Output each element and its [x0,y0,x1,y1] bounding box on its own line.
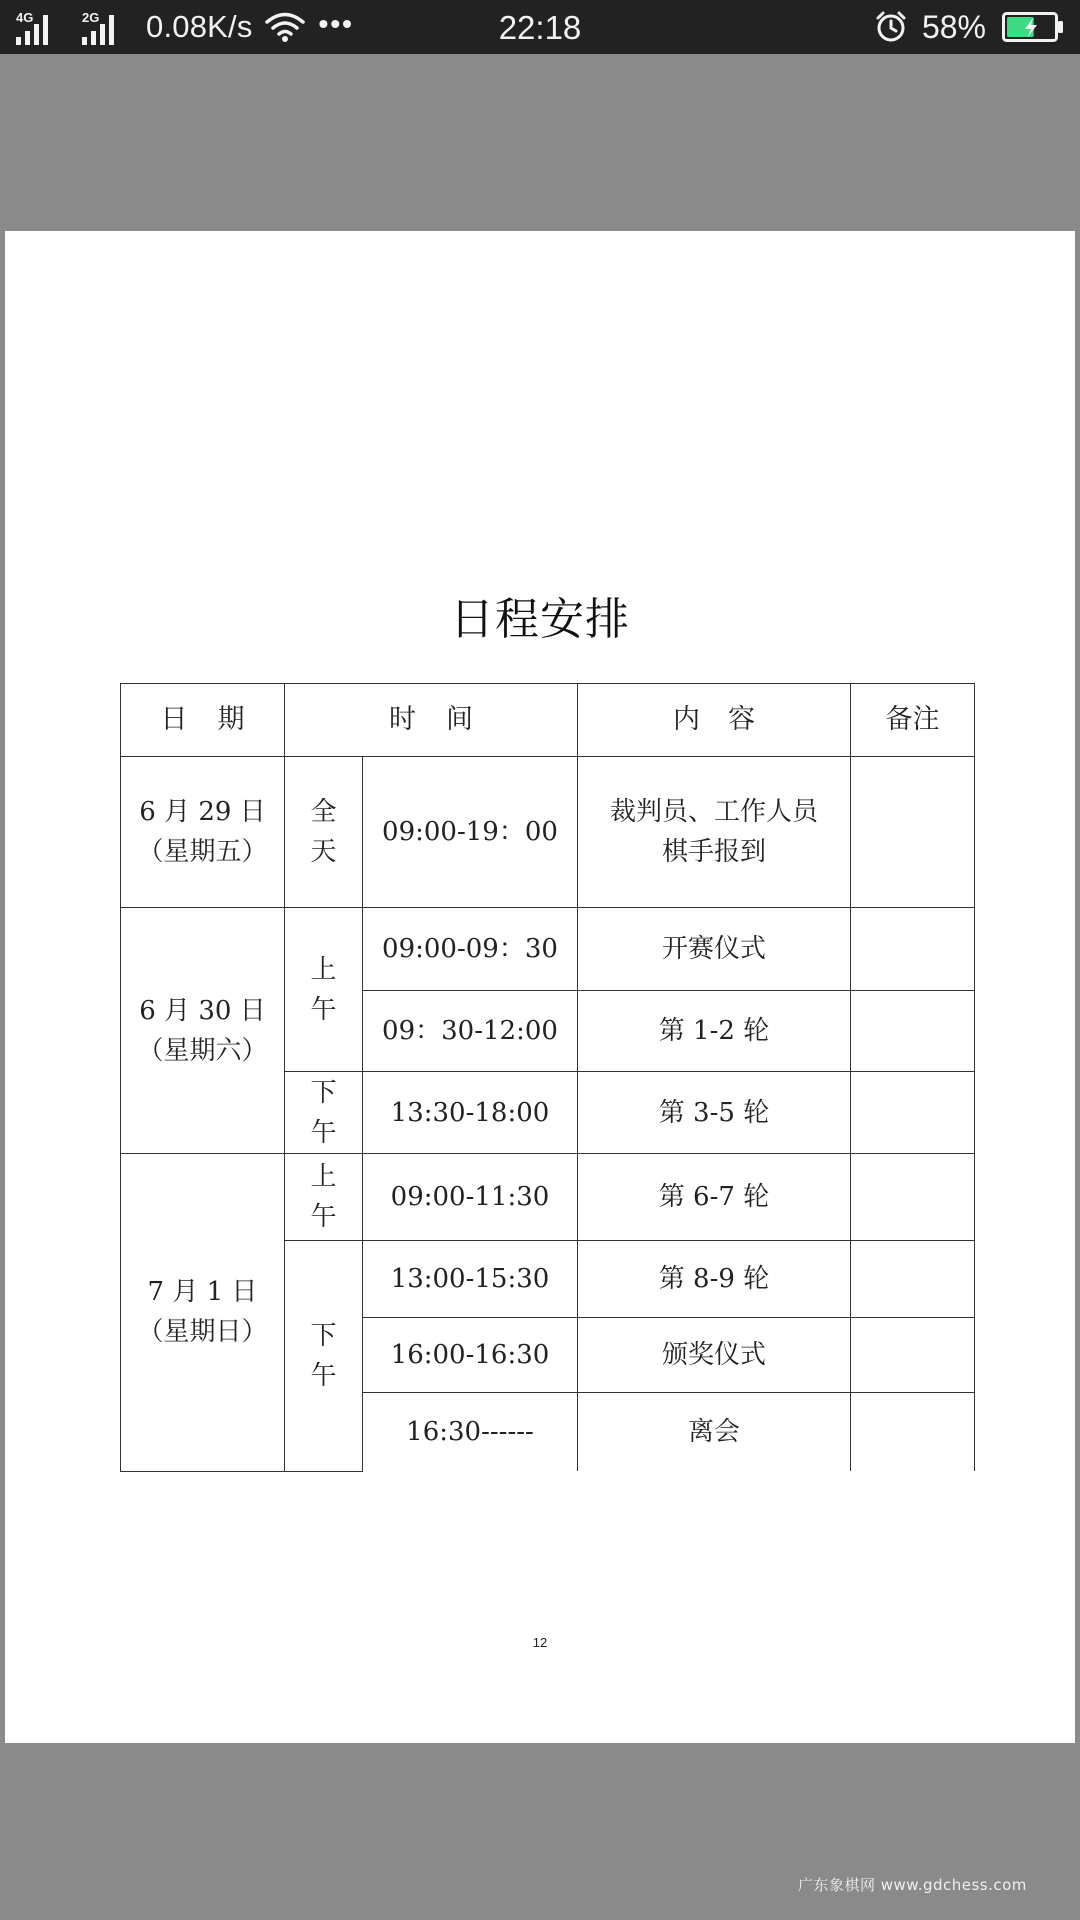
time-cell: 09:00-19：00 [363,757,578,908]
content-cell: 第 6-7 轮 [578,1154,851,1241]
period-label-top: 下 [310,1320,337,1351]
note-cell [851,991,975,1072]
watermark-text: 广东象棋网 www.gdchess.com [798,1876,1027,1894]
document-title: 日程安排 [450,594,630,645]
date-cell [121,1154,285,1472]
note-cell [851,757,975,908]
content-line-2: 棋手报到 [661,837,766,867]
content-cell: 颁奖仪式 [578,1318,851,1393]
weekday-text: （星期五） [137,837,268,867]
content-cell: 第 8-9 轮 [578,1241,851,1318]
period-label-bottom: 天 [310,837,337,867]
period-cell [285,757,363,908]
header-time: 时间 [285,684,578,757]
period-cell [285,1072,363,1154]
document-page [5,231,1075,1743]
note-cell [851,1241,975,1318]
note-cell [851,908,975,991]
table-header-row [121,684,975,757]
time-cell: 16:00-16:30 [363,1318,578,1393]
schedule-table [120,683,975,1472]
date-text: 7 月 1 日 [147,1277,258,1308]
content-cell [578,757,851,908]
period-label-top: 上 [310,954,337,985]
period-cell [285,908,363,1072]
period-label-bottom: 午 [310,1360,337,1391]
period-label-top: 全 [310,797,337,827]
content-cell: 第 3-5 轮 [578,1072,851,1154]
table-row [121,757,975,908]
period-label-bottom: 午 [310,994,337,1025]
status-bar-right [874,0,1064,54]
status-bar-left [14,0,354,54]
signal-4g-icon [14,7,58,47]
network-type-4g: 4G [16,10,34,25]
battery-charging-icon [1002,12,1064,42]
battery-percent: 58% [921,8,986,45]
signal-2g-icon [80,7,124,47]
period-label-top: 上 [310,1162,337,1192]
header-note: 备注 [851,684,975,757]
time-cell: 16:30------ [363,1393,578,1472]
note-cell [851,1393,975,1472]
table-row [121,1154,975,1241]
date-text: 6 月 29 日 [139,797,266,827]
note-cell [851,1154,975,1241]
period-cell [285,1154,363,1241]
wifi-icon [265,10,305,44]
date-text: 6 月 30 日 [139,995,266,1026]
content-line-1: 裁判员、工作人员 [609,797,818,827]
alarm-clock-icon [874,10,908,44]
time-cell: 09:00-09：30 [363,908,578,991]
status-bar [0,0,1080,54]
time-cell: 13:30-18:00 [363,1072,578,1154]
content-cell: 第 1-2 轮 [578,991,851,1072]
header-date: 日期 [121,684,285,757]
note-cell [851,1072,975,1154]
content-cell: 离会 [578,1393,851,1472]
table-row [121,908,975,991]
period-label-bottom: 午 [310,1117,337,1148]
network-speed: 0.08K/s [146,9,253,44]
weekday-text: （星期六） [137,1035,268,1066]
period-label-bottom: 午 [310,1202,337,1232]
page-number: 12 [532,1635,548,1650]
content-cell: 开赛仪式 [578,908,851,991]
weekday-text: （星期日） [137,1317,268,1348]
more-notifications-icon: ••• [318,8,354,39]
date-cell [121,757,285,908]
time-cell: 13:00-15:30 [363,1241,578,1318]
header-content: 内容 [578,684,851,757]
network-type-2g: 2G [82,10,100,25]
period-label-top: 下 [310,1077,337,1108]
period-cell [285,1241,363,1472]
date-cell [121,908,285,1154]
time-cell: 09：30-12:00 [363,991,578,1072]
note-cell [851,1318,975,1393]
clock: 22:18 [498,9,582,46]
time-cell: 09:00-11:30 [363,1154,578,1241]
